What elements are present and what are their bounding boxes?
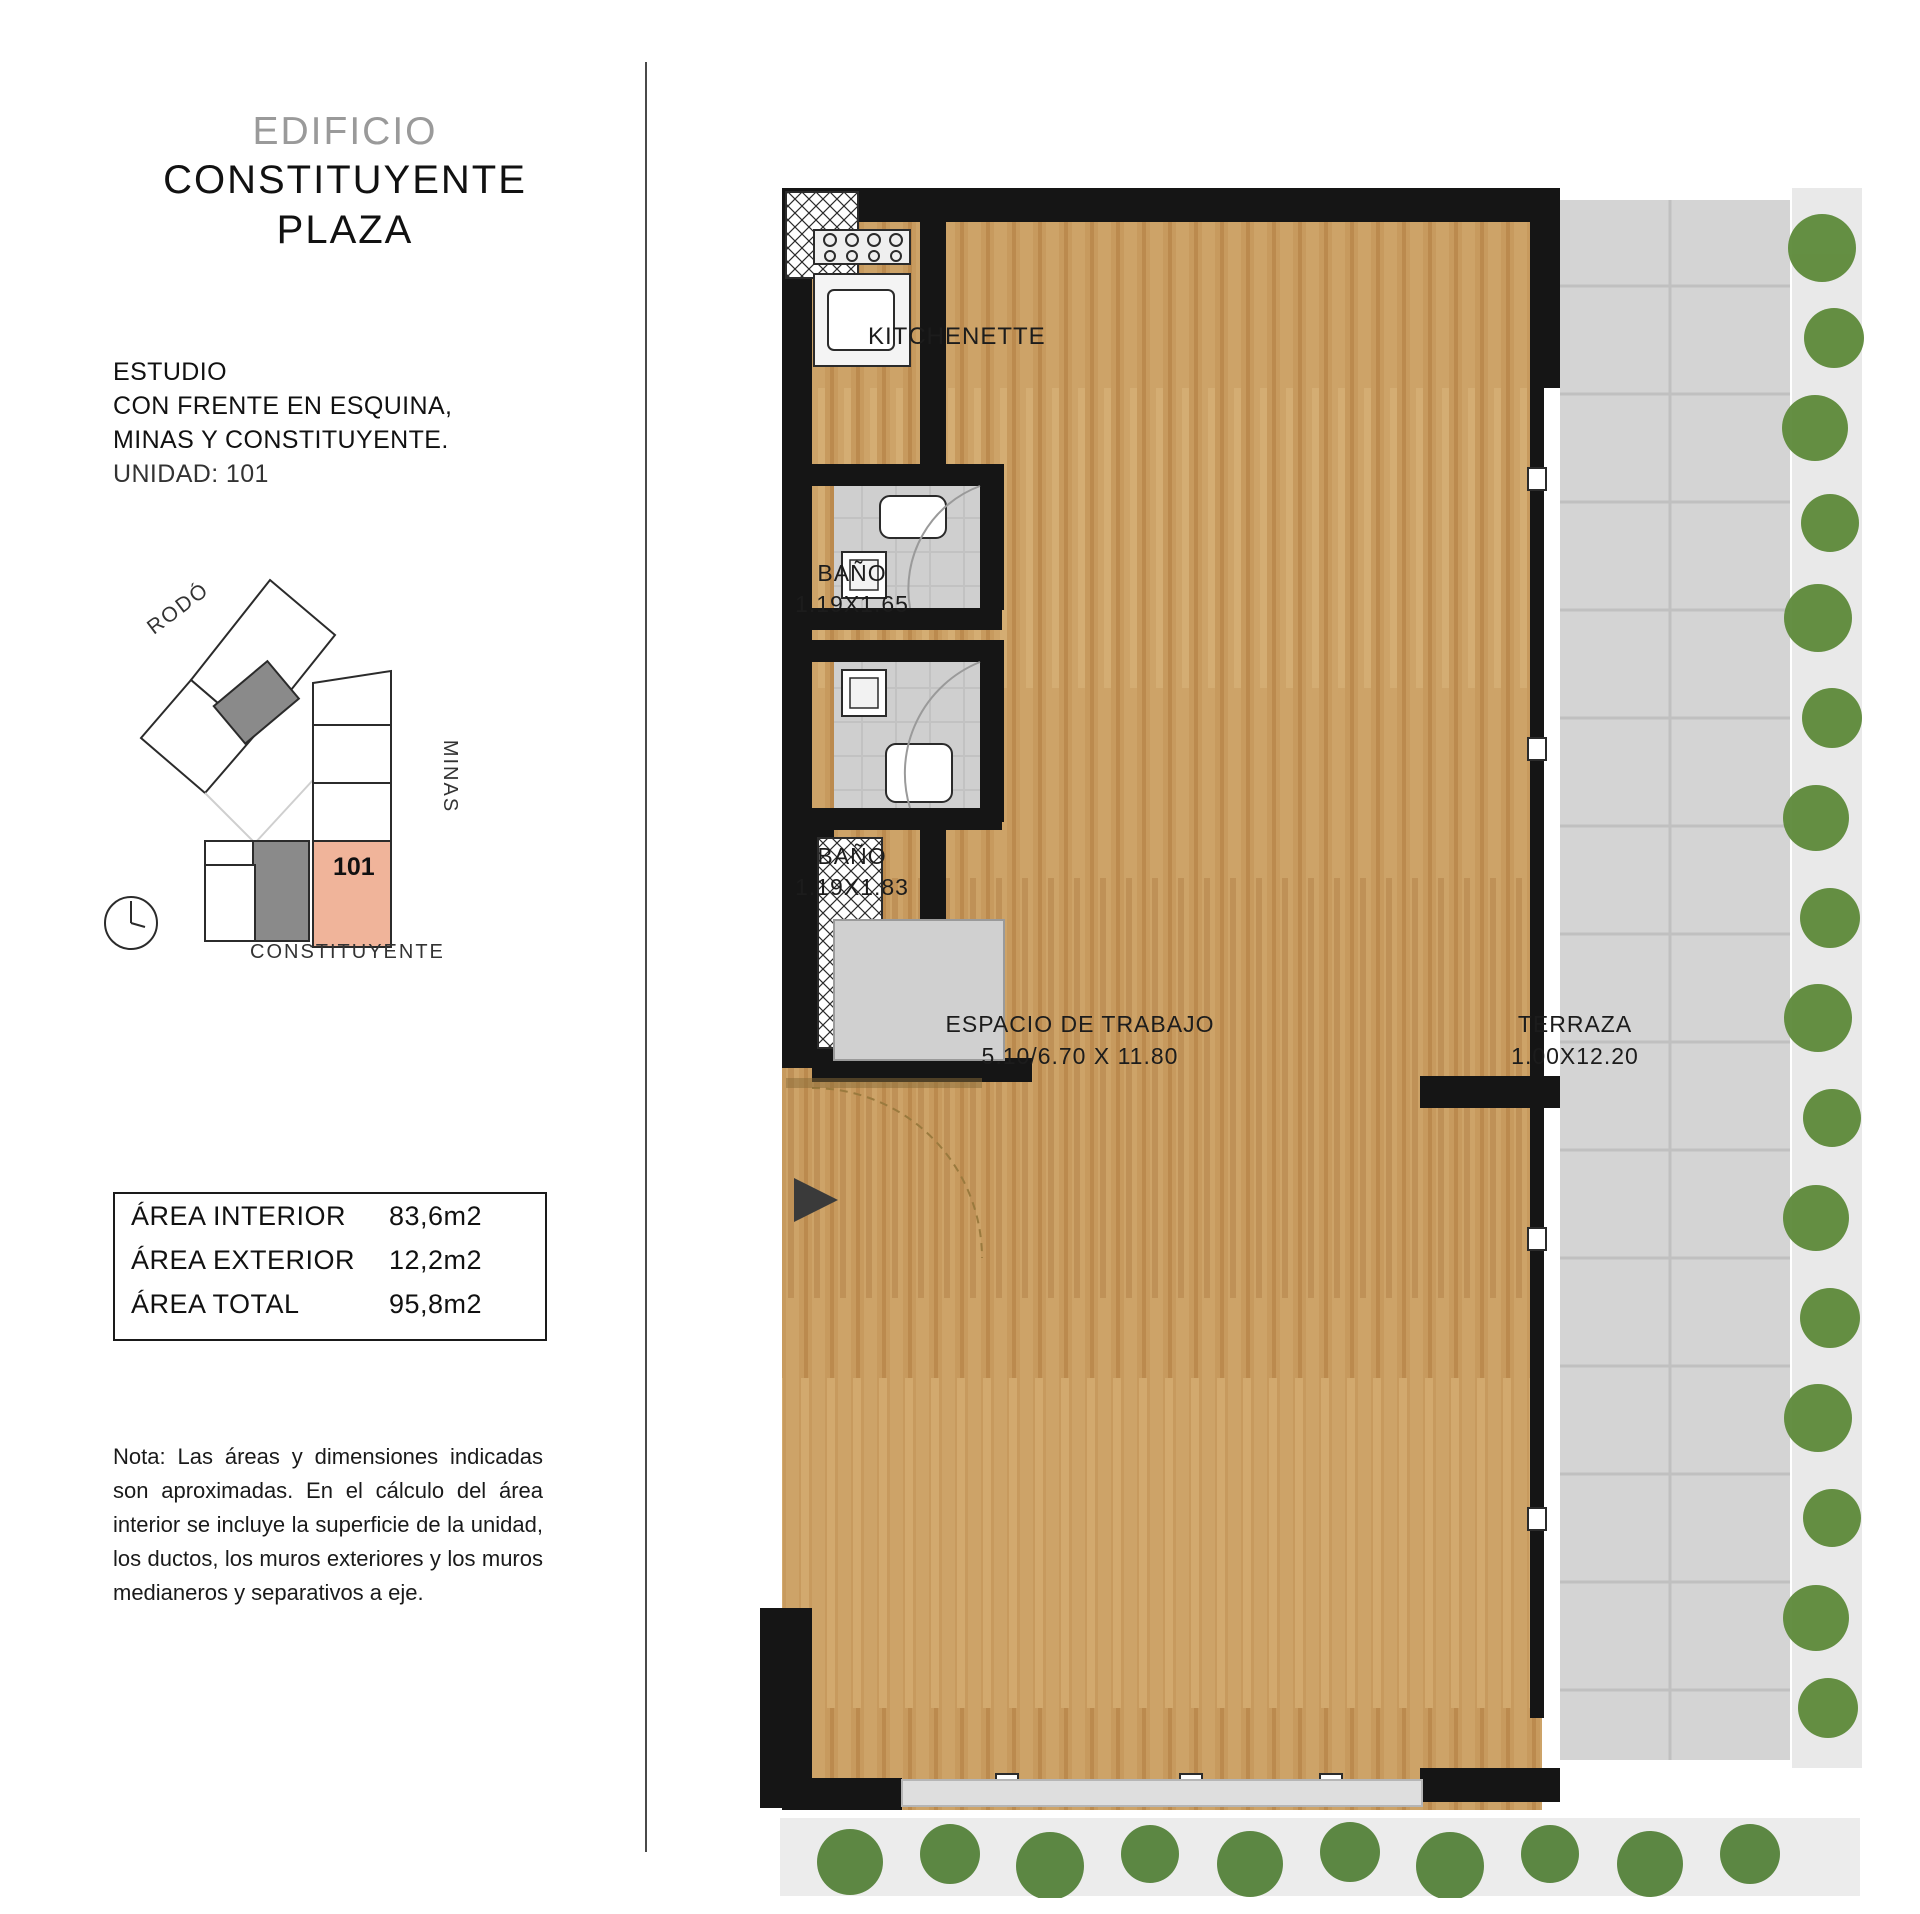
- area-label-total: ÁREA TOTAL: [131, 1288, 300, 1319]
- key-plan-graphic: [95, 575, 565, 975]
- room-label-kitchenette: KITCHENETTE: [868, 323, 1046, 350]
- note-text: Nota: Las áreas y dimensiones indicadas son aproximadas. En el cálculo del área interior se incluye la superficie de la unidad, los ductos, los muros exteriores y los muros medianeros y separativos a eje.: [113, 1444, 543, 1606]
- bathroom-2-name: BAÑO: [817, 843, 887, 869]
- brand-block: [110, 110, 580, 255]
- keyplan-street-minas: MINAS: [439, 739, 462, 814]
- area-row-total: [115, 1282, 545, 1326]
- keyplan-unit-number: 101: [333, 853, 375, 881]
- area-label-interior: ÁREA INTERIOR: [131, 1200, 347, 1231]
- workspace-name: ESPACIO DE TRABAJO: [945, 1011, 1215, 1037]
- terrace-name: TERRAZA: [1517, 1011, 1633, 1037]
- unit-description: [113, 355, 593, 491]
- terrace-dimensions: 1.00X12.20: [1511, 1043, 1639, 1070]
- brand-line-edificio: EDIFICIO: [252, 110, 438, 153]
- unit-type: ESTUDIO: [113, 358, 227, 386]
- brand-line-constituyente: CONSTITUYENTE: [163, 157, 527, 202]
- bathroom-1-dimensions: 1.19X1.65: [795, 591, 909, 618]
- room-label-bathroom-1: [752, 558, 952, 620]
- compass-icon: [105, 897, 157, 949]
- panel-divider: [645, 62, 647, 1852]
- area-label-exterior: ÁREA EXTERIOR: [131, 1244, 356, 1275]
- keyplan-street-constituyente: CONSTITUYENTE: [250, 941, 445, 963]
- workspace-dimensions: 5.10/6.70 X 11.80: [981, 1043, 1179, 1070]
- left-info-panel: [0, 0, 640, 1914]
- area-value-total: 95,8m2: [389, 1288, 483, 1319]
- room-label-terrace: [1460, 1008, 1690, 1072]
- area-value-interior: 83,6m2: [389, 1200, 483, 1231]
- brand-line-plaza: PLAZA: [276, 207, 414, 252]
- area-table: [113, 1192, 547, 1341]
- bathroom-1-name: BAÑO: [817, 560, 887, 586]
- area-row-exterior: [115, 1238, 545, 1282]
- floor-plan: [760, 178, 1870, 1898]
- area-value-exterior: 12,2m2: [389, 1244, 483, 1275]
- room-label-bathroom-2: [752, 841, 952, 903]
- unit-location-line2: MINAS Y CONSTITUYENTE.: [113, 426, 449, 454]
- room-label-workspace: [840, 1008, 1320, 1072]
- keyplan-street-rodo: RODÓ: [142, 578, 214, 640]
- key-plan: [95, 575, 565, 975]
- bathroom-2-dimensions: 1.19X1.83: [795, 874, 909, 901]
- unit-number-label: UNIDAD: 101: [113, 460, 269, 488]
- unit-location-line1: CON FRENTE EN ESQUINA,: [113, 392, 453, 420]
- area-row-interior: [115, 1194, 545, 1238]
